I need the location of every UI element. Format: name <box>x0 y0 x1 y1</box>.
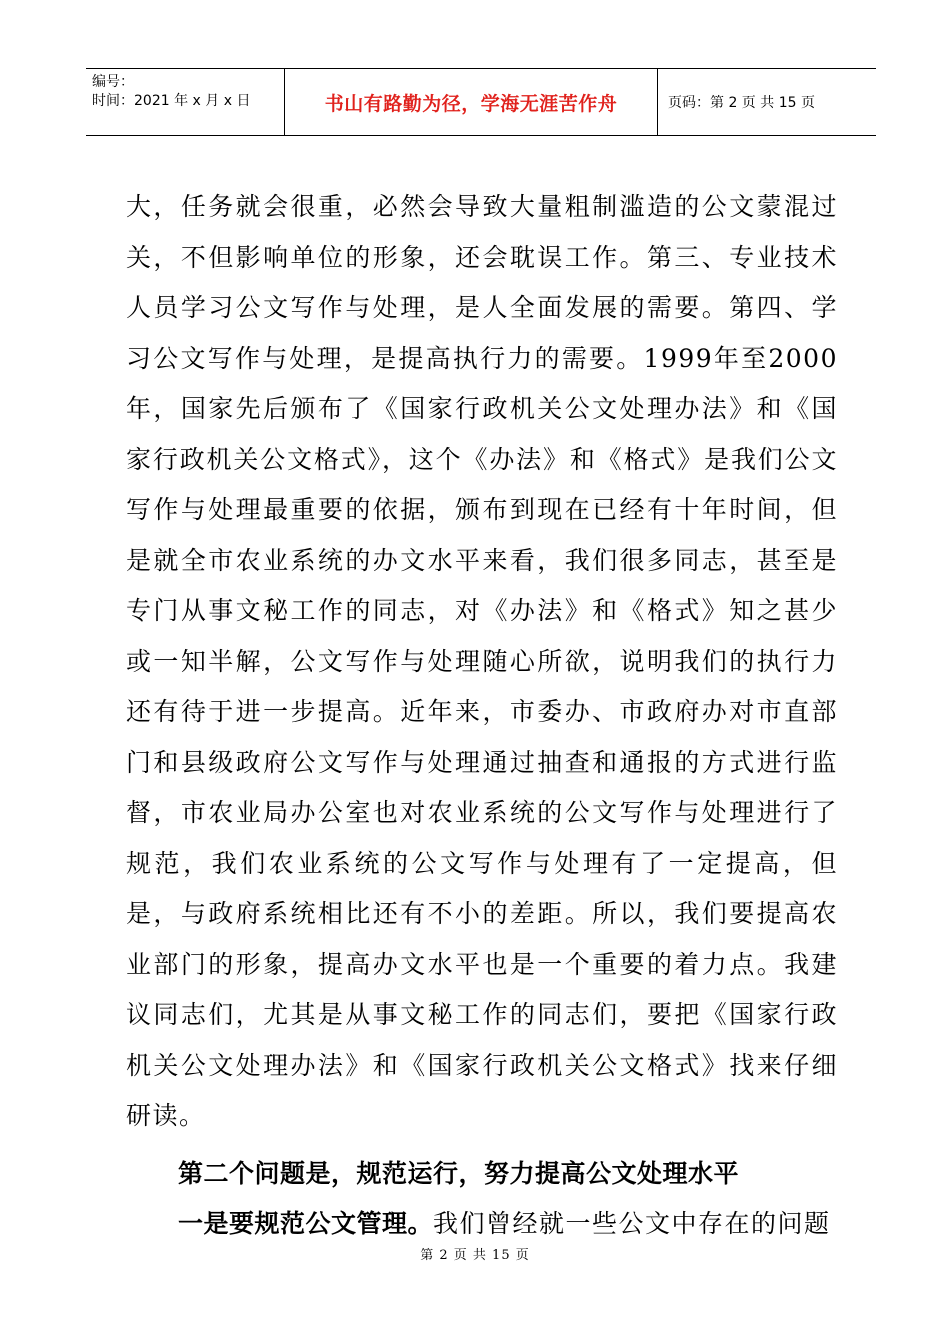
header-page-info: 页码：第 2 页 共 15 页 <box>668 95 815 111</box>
section-heading: 第二个问题是，规范运行，努力提高公文处理水平 <box>178 1158 740 1188</box>
lead-bold-text: 一是要规范公文管理。 <box>178 1209 434 1238</box>
lead-rest-text: 我们曾经就一些公文中存在的问题 <box>433 1209 831 1238</box>
document-header <box>86 68 876 136</box>
section-lead-paragraph <box>126 1199 838 1250</box>
header-motto: 书山有路勤为径，学海无涯苦作舟 <box>285 69 658 135</box>
document-number-label: 编号： <box>92 74 134 90</box>
document-body <box>126 182 838 1250</box>
document-time-label: 时间：2021 年 x 月 x 日 <box>92 93 251 109</box>
page-footer: 第 2 页 共 15 页 <box>420 1248 530 1263</box>
body-paragraph: 大，任务就会很重，必然会导致大量粗制滥造的公文蒙混过关，不但影响单位的形象，还会耽误工作。第三、专业技术人员学习公文写作与处理，是人全面发展的需要。第四、学习公文写作与处理，是提高执行力的需要。1999年至2000年，国家先后颁布了《国家行政机关公文处理办法》和《国家行政机关公文格式》，这个《办法》和《格式》是我们公文写作与处理最重要的依据，颁布到现在已经有十年时间，但是就全市农业系统的办文水平来看，我们很多同志，甚至是专门从事文秘工作的同志，对《办法》和《格式》知之甚少或一知半解，公文写作与处理随心所欲，说明我们的执行力还有待于进一步提高。近年来，市委办、市政府办对市直部门和县级政府公文写作与处理通过抽查和通报的方式进行监督，市农业局办公室也对农业系统的公文写作与处理进行了规范，我们农业系统的公文写作与处理有了一定提高，但是，与政府系统相比还有不小的差距。所以，我们要提高农业部门的形象，提高办文水平也是一个重要的着力点。我建议同志们，尤其是从事文秘工作的同志们，要把《国家行政机关公文处理办法》和《国家行政机关公文格式》找来仔细研读。 <box>126 192 838 1130</box>
header-meta <box>86 69 285 135</box>
